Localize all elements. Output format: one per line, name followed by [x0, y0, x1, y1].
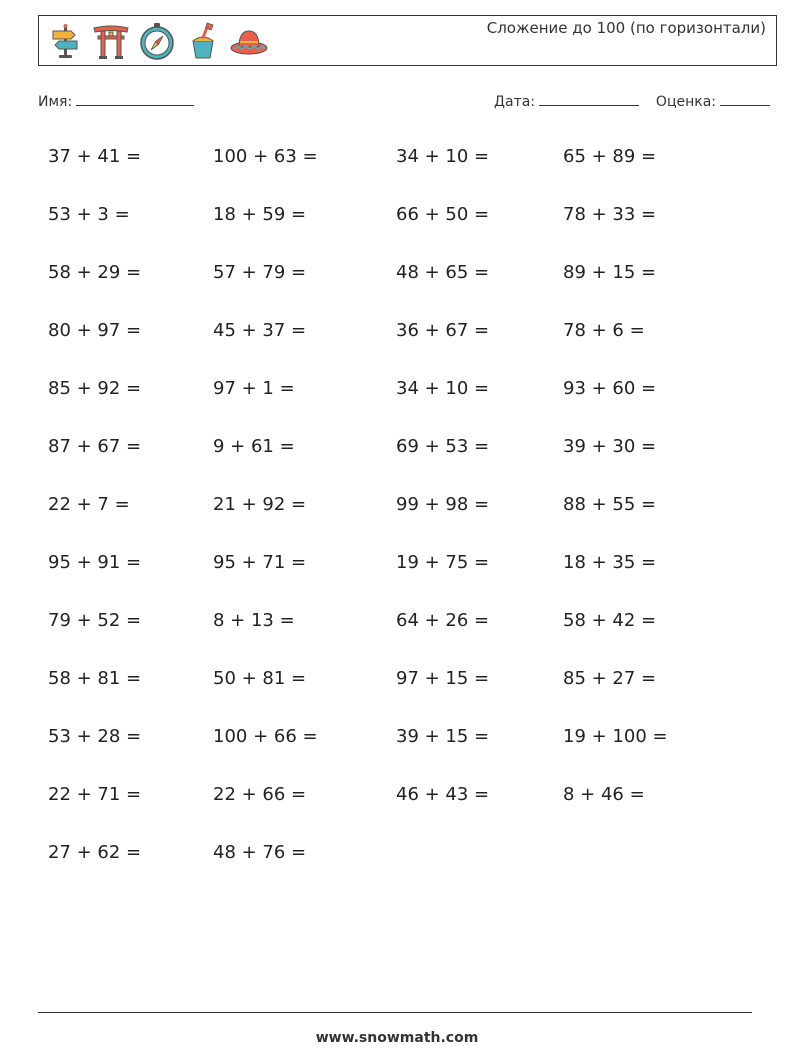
date-grade-fields: [494, 93, 770, 110]
problem-row: [48, 146, 768, 204]
problem-cell: 22 + 71 =: [48, 784, 142, 805]
problem-cell: 79 + 52 =: [48, 610, 142, 631]
problem-cell: 95 + 91 =: [48, 552, 142, 573]
problem-cell: 34 + 10 =: [396, 146, 490, 167]
problem-cell: [396, 842, 563, 900]
problem-grid: [48, 146, 768, 900]
compass-icon: [137, 21, 177, 61]
problem-cell: 65 + 89 =: [563, 146, 657, 167]
problem-cell: 8 + 46 =: [563, 784, 645, 805]
problem-cell: 37 + 41 =: [48, 146, 142, 167]
problem-cell: 78 + 33 =: [563, 204, 657, 225]
problem-cell: 58 + 81 =: [48, 668, 142, 689]
icon-strip: [45, 21, 269, 61]
problem-row: [48, 668, 768, 726]
date-blank[interactable]: [539, 93, 639, 106]
problem-row: [48, 204, 768, 262]
problem-cell: 39 + 30 =: [563, 436, 657, 457]
problem-cell: 97 + 15 =: [396, 668, 490, 689]
problem-cell: 18 + 59 =: [213, 204, 307, 225]
grade-label: Оценка:: [655, 94, 716, 110]
problem-cell: [563, 842, 713, 900]
problem-cell: 99 + 98 =: [396, 494, 490, 515]
name-field: [38, 93, 194, 110]
signpost-icon: [45, 21, 85, 61]
problem-row: [48, 552, 768, 610]
problem-cell: 22 + 66 =: [213, 784, 307, 805]
problem-row: [48, 842, 768, 900]
problem-cell: 48 + 65 =: [396, 262, 490, 283]
problem-row: [48, 378, 768, 436]
sombrero-icon: [229, 21, 269, 61]
problem-cell: 87 + 67 =: [48, 436, 142, 457]
problem-cell: 69 + 53 =: [396, 436, 490, 457]
problem-cell: 78 + 6 =: [563, 320, 645, 341]
footer-url[interactable]: www.snowmath.com: [315, 1030, 479, 1046]
problem-row: [48, 610, 768, 668]
problem-cell: 97 + 1 =: [213, 378, 295, 399]
problem-cell: 27 + 62 =: [48, 842, 142, 863]
name-blank[interactable]: [76, 93, 194, 106]
problem-cell: 80 + 97 =: [48, 320, 142, 341]
worksheet-header: [38, 15, 777, 66]
problem-cell: 95 + 71 =: [213, 552, 307, 573]
problem-cell: 93 + 60 =: [563, 378, 657, 399]
problem-cell: 58 + 29 =: [48, 262, 142, 283]
problem-cell: 46 + 43 =: [396, 784, 490, 805]
problem-cell: 100 + 66 =: [213, 726, 318, 747]
sand-bucket-icon: [183, 21, 223, 61]
problem-cell: 19 + 75 =: [396, 552, 490, 573]
problem-cell: 22 + 7 =: [48, 494, 130, 515]
name-label: Имя:: [38, 94, 73, 110]
problem-cell: 66 + 50 =: [396, 204, 490, 225]
problem-cell: 57 + 79 =: [213, 262, 307, 283]
problem-row: [48, 262, 768, 320]
problem-cell: 34 + 10 =: [396, 378, 490, 399]
problem-cell: 9 + 61 =: [213, 436, 295, 457]
problem-row: [48, 784, 768, 842]
problem-cell: 58 + 42 =: [563, 610, 657, 631]
torii-gate-icon: [91, 21, 131, 61]
problem-cell: 89 + 15 =: [563, 262, 657, 283]
problem-cell: 8 + 13 =: [213, 610, 295, 631]
problem-row: [48, 320, 768, 378]
problem-cell: 53 + 3 =: [48, 204, 130, 225]
worksheet-title: Сложение до 100 (по горизонтали): [486, 19, 766, 37]
problem-cell: 88 + 55 =: [563, 494, 657, 515]
footer-divider: [38, 1012, 752, 1013]
problem-cell: 19 + 100 =: [563, 726, 668, 747]
problem-cell: 85 + 92 =: [48, 378, 142, 399]
problem-cell: 64 + 26 =: [396, 610, 490, 631]
grade-blank[interactable]: [720, 93, 770, 106]
problem-cell: 48 + 76 =: [213, 842, 307, 863]
problem-row: [48, 436, 768, 494]
problem-cell: 100 + 63 =: [213, 146, 318, 167]
problem-cell: 53 + 28 =: [48, 726, 142, 747]
problem-cell: 85 + 27 =: [563, 668, 657, 689]
problem-cell: 39 + 15 =: [396, 726, 490, 747]
problem-cell: 21 + 92 =: [213, 494, 307, 515]
problem-cell: 18 + 35 =: [563, 552, 657, 573]
problem-cell: 50 + 81 =: [213, 668, 307, 689]
problem-cell: 45 + 37 =: [213, 320, 307, 341]
problem-cell: 36 + 67 =: [396, 320, 490, 341]
problem-row: [48, 494, 768, 552]
problem-row: [48, 726, 768, 784]
date-label: Дата:: [494, 94, 536, 110]
